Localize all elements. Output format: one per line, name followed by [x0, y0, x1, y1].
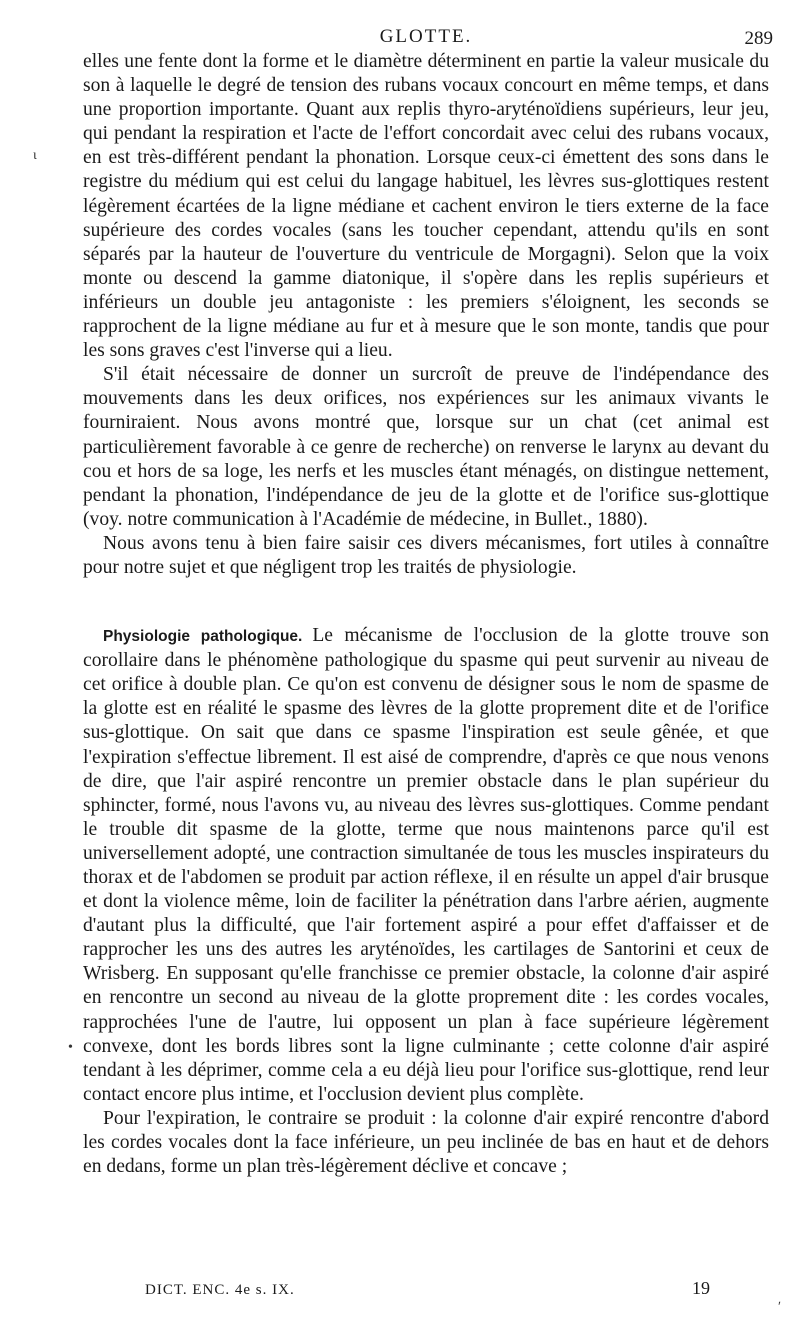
margin-mark: •: [68, 1040, 73, 1055]
header-title: GLOTTE.: [379, 26, 473, 47]
page-number: 289: [744, 28, 773, 49]
footer-sheet-number: 19: [692, 1278, 710, 1298]
body-text: [83, 50, 769, 1179]
margin-mark: ʹ: [778, 1300, 782, 1315]
section-gap: [83, 580, 769, 624]
paragraph-4-text: Le mécanisme de l'occlusion de la glotte trouve son corollaire dans le phénomène pathologique du spasme qui peut survenir au niveau de cet orifice à double plan. Ce qu'on est convenu de désigner sous le nom de spasme de la glotte est en réalité le spasme des lèvres de la glotte proprement dite et de l'orifice sus-glottique. On sait que dans ce spasme l'inspiration est seule gênée, et que l'expiration s'effectue librement. Il est aisé de comprendre, d'après ce que nous venons de dire, que l'air aspiré rencontre un premier obstacle dans le plan supérieur du sphincter, formé, nous l'avons vu, au niveau des lèvres sus-glottiques. Comme pendant le trouble dit spasme de la glotte, terme que nous maintenons parce qu'il est universellement adopté, une contraction simultanée de tous les muscles inspirateurs du thorax et de l'abdomen se produit par action réflexe, il en résulte un appel d'air brusque et dont la violence même, loin de faciliter la pénétration dans l'arbre aérien, augmente d'autant plus la difficulté, que l'air fortement aspiré a pour effet d'affaisser et de rapprocher les uns des autres les aryténoïdes, les cartilages de Santorini et ceux de Wrisberg. En supposant qu'elle franchisse ce premier obstacle, la colonne d'air aspiré en rencontre un second au niveau de la glotte proprement dite : les cordes vocales, rapprochées l'une de l'autre, lui opposent un plan à face supérieure légèrement convexe, dont les bords libres sont la ligne culminante ; cette colonne d'air aspiré tendant à les déprimer, comme cela a eu déjà lieu pour l'orifice sus-glottique, rend leur contact encore plus intime, et l'occlusion devient plus complète.: [83, 625, 769, 1105]
paragraph-1: elles une fente dont la forme et le diamètre déterminent en partie la valeur musicale du son à laquelle le degré de tension des rubans vocaux concourt en même temps, et dans une proportion importante. Quant aux replis thyro-aryténoïdiens supérieurs, leur jeu, qui pendant la respiration et l'acte de l'effort concordait avec celui des rubans vocaux, en est très-différent pendant la phonation. Lorsque ceux-ci émettent des sons dans le registre du médium qui est celui du langage habituel, les lèvres sus-glottiques restent légèrement écartées de la ligne médiane et cachent environ le tiers externe de la face supérieure des cordes vocales (sans les toucher cependant, attendu qu'ils en sont séparés par la hauteur de l'ouverture du ventricule de Morgagni). Selon que la voix monte ou descend la gamme diatonique, il s'opère dans les replis supérieurs et inférieurs un double jeu antagoniste : les premiers s'éloignent, les seconds se rapprochent de la ligne médiane au fur et à mesure que le son monte, tandis que pour les sons graves c'est l'inverse qui a lieu.: [83, 51, 769, 362]
paragraph-4: [83, 624, 769, 1107]
footer-signature: DICT. ENC. 4e s. IX.: [145, 1282, 295, 1298]
paragraph-3: Nous avons tenu à bien faire saisir ces divers mécanismes, fort utiles à connaître pour notre sujet et que négligent trop les traités de physiologie.: [83, 532, 769, 578]
page-footer: [145, 1278, 710, 1302]
paragraph-2: S'il était nécessaire de donner un surcroît de preuve de l'indépendance des mouvements dans les deux orifices, nos expériences sur les animaux vivants le fourniraient. Nous avons montré que, lorsque sur un chat (cet animal est particulièrement favorable à ce genre de recherche) on renverse le larynx au devant du cou et hors de sa loge, les nerfs et les muscles étant ménagés, on distingue nettement, pendant la phonation, l'indépendance de jeu de la glotte et de l'orifice sus-glottique (voy. notre communication à l'Académie de médecine, in Bullet., 1880).: [83, 364, 769, 530]
paragraph-5: Pour l'expiration, le contraire se produit : la colonne d'air expiré rencontre d'abord les cordes vocales dont la face inférieure, un peu inclinée de bas en haut et de dehors en dedans, forme un plan très-légèrement déclive et concave ;: [83, 1107, 769, 1178]
page: [83, 22, 773, 1179]
section-heading: Physiologie pathologique.: [103, 628, 303, 646]
margin-mark: ɩ: [33, 148, 37, 163]
running-header: [83, 22, 773, 50]
